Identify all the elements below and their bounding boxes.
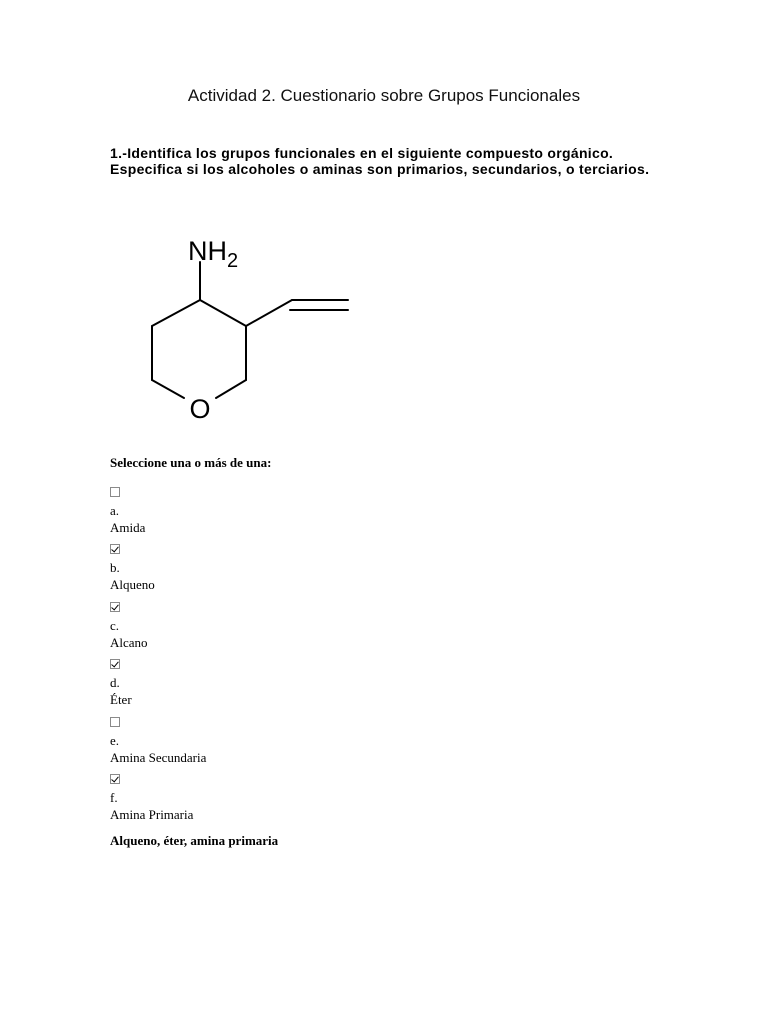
option-d [110,659,206,714]
option-d-checkbox[interactable] [110,659,120,669]
oxygen-label: O [189,394,211,424]
option-e-checkbox[interactable] [110,717,120,727]
options-list [110,485,206,829]
option-b-checkbox[interactable] [110,544,120,554]
selection-prompt: Seleccione una o más de una: [110,455,272,470]
option-c [110,602,206,657]
option-letter: b. [110,560,120,576]
option-a-checkbox[interactable] [110,487,120,497]
option-label: Amida [110,520,146,535]
option-f [110,774,206,829]
option-e [110,717,206,772]
question-text: 1.-Identifica los grupos funcionales en el siguiente compuesto orgánico. Especifica si los alcoholes o aminas son primarios, secundarios, o terciarios. [110,145,650,177]
option-a [110,487,206,542]
bond-o-c2 [216,380,246,398]
amine-label: $NH_2$ [188,236,239,272]
option-letter: d. [110,675,120,691]
option-label: Amina Secundaria [110,749,207,765]
molecule-structure [140,228,360,428]
option-c-checkbox[interactable] [110,602,120,612]
option-letter: e. [110,732,120,748]
bond-c3-vinyl [246,300,292,326]
option-label: Amina Primaria [110,806,194,822]
bond-c3-c4 [200,300,246,326]
option-f-checkbox[interactable] [110,774,120,784]
option-label: Alcano [110,634,148,650]
option-label: Éter [110,692,132,708]
option-letter: c. [110,617,120,633]
answer-text: Alqueno, éter, amina primaria [110,833,279,848]
page-title: Actividad 2. Cuestionario sobre Grupos Funcionales [187,86,581,105]
option-label: Alqueno [110,577,155,593]
bond-c6-o [152,380,184,398]
option-letter: f. [110,789,118,805]
option-letter: a. [110,503,120,518]
bond-c4-c5 [152,300,200,326]
option-b [110,544,206,599]
